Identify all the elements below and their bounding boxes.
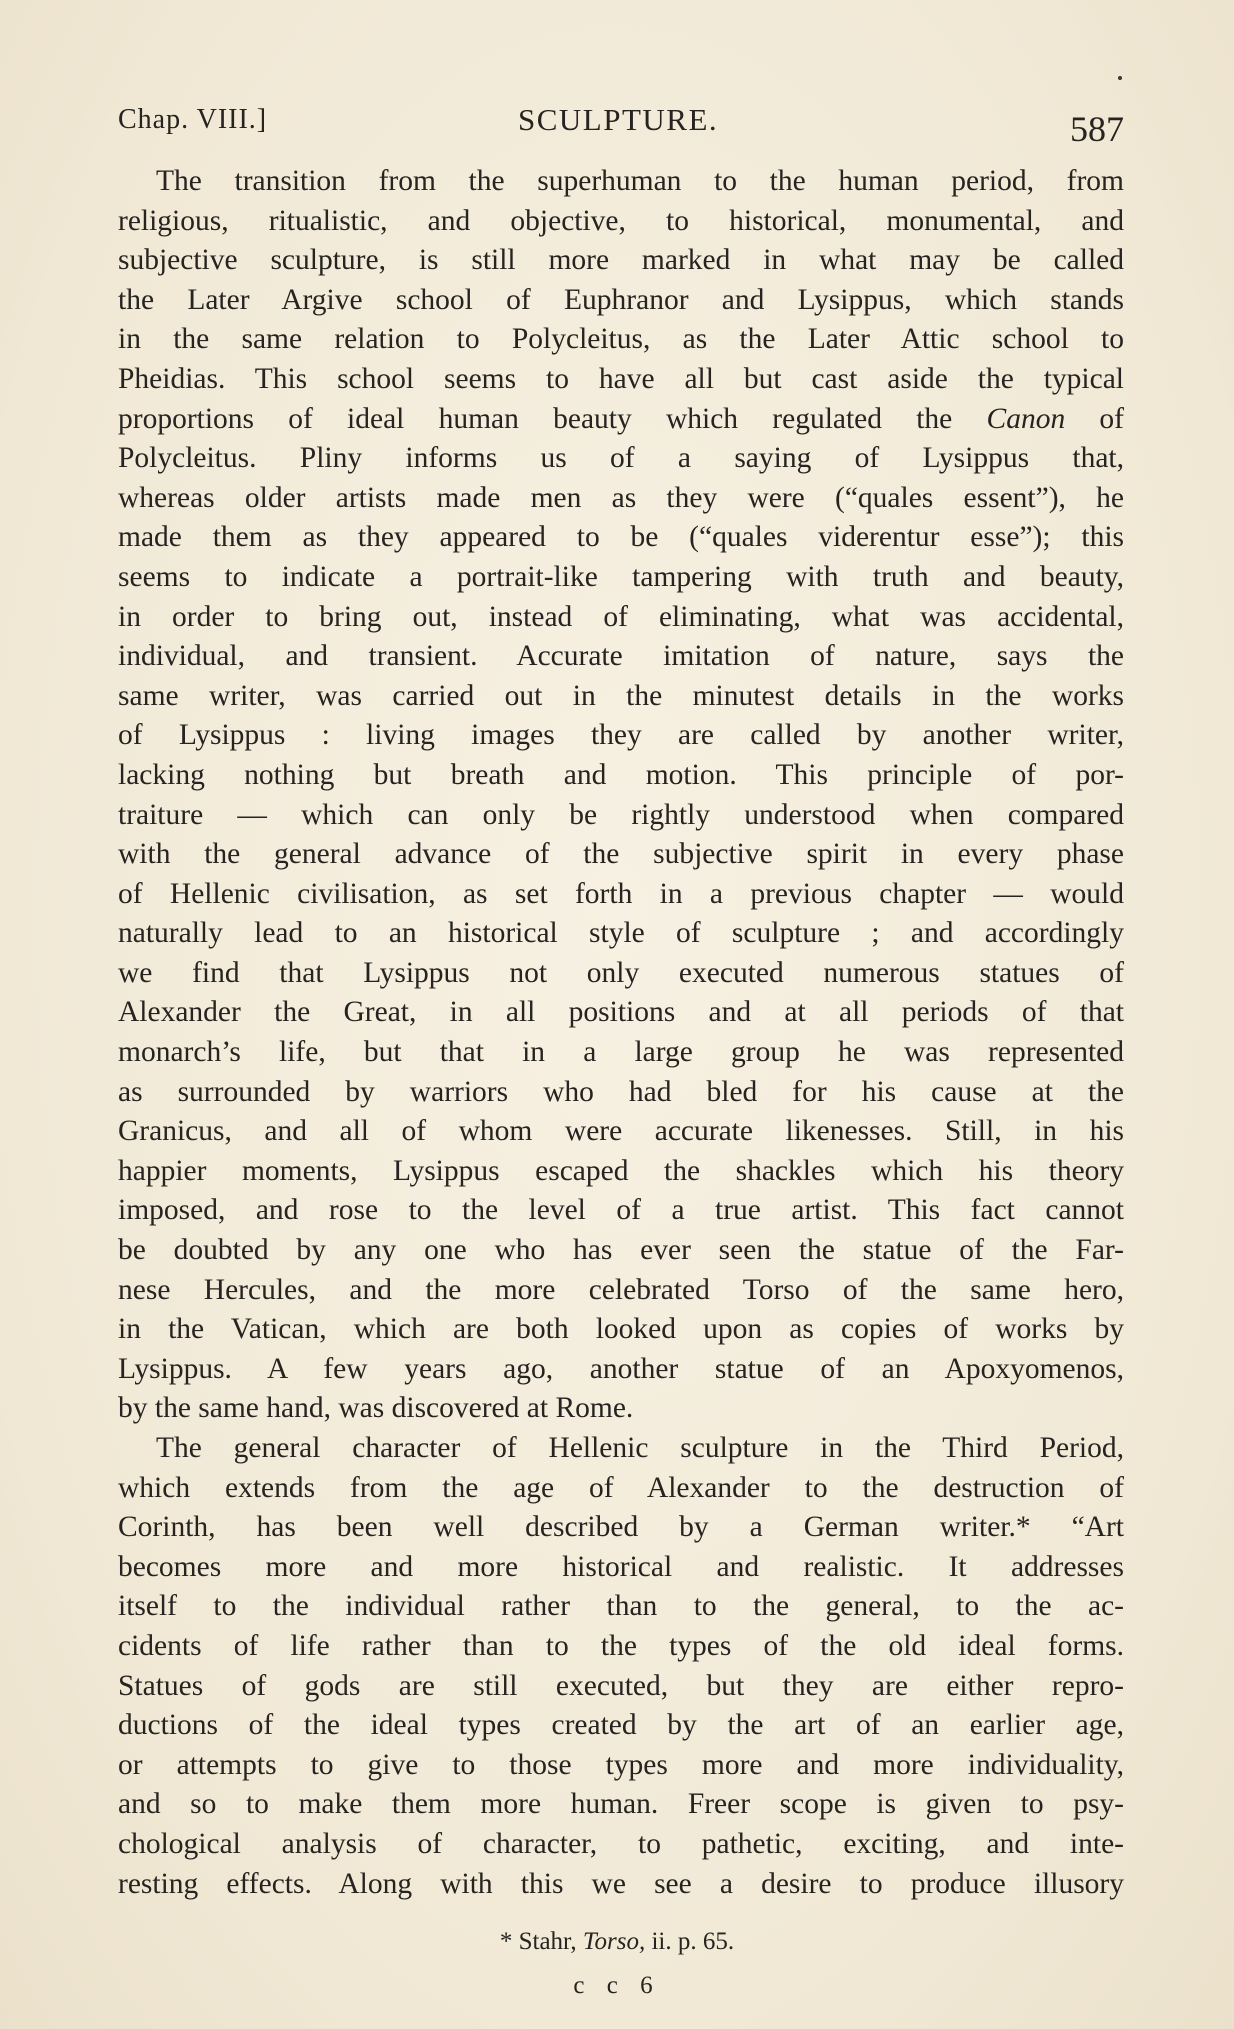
text-line: made them as they appeared to be (“quales viderentur esse”); this xyxy=(118,521,1124,554)
page-number: 587 xyxy=(1070,109,1124,149)
text-line: in order to bring out, instead of eliminating, what was accidental, xyxy=(118,600,1124,633)
footnote xyxy=(0,1928,1234,1956)
text-line: Granicus, and all of whom were accurate likenesses. Still, in his xyxy=(118,1115,1124,1148)
text-line: Polycleitus. Pliny informs us of a saying of Lysippus that, xyxy=(118,442,1124,475)
text-line: itself to the individual rather than to the general, to the ac- xyxy=(118,1590,1124,1623)
text-line: Pheidias. This school seems to have all but cast aside the typical xyxy=(118,362,1124,395)
text-line: imposed, and rose to the level of a true artist. This fact cannot xyxy=(118,1194,1124,1227)
body-text xyxy=(118,162,1124,1904)
text-line: be doubted by any one who has ever seen the statue of the Far- xyxy=(118,1234,1124,1267)
text-line: cidents of life rather than to the types of the old ideal forms. xyxy=(118,1629,1124,1662)
text-line: chological analysis of character, to pathetic, exciting, and inte- xyxy=(118,1827,1124,1860)
text-line: Statues of gods are still executed, but they are either repro- xyxy=(118,1669,1124,1702)
text-line: religious, ritualistic, and objective, to historical, monumental, and xyxy=(118,204,1124,237)
text-line: of Lysippus : living images they are called by another writer, xyxy=(118,719,1124,752)
text-line: we find that Lysippus not only executed numerous statues of xyxy=(118,956,1124,989)
text-line: subjective sculpture, is still more marked in what may be called xyxy=(118,244,1124,277)
text-line: Alexander the Great, in all positions and at all periods of that xyxy=(118,996,1124,1029)
text-line: as surrounded by warriors who had bled for his cause at the xyxy=(118,1075,1124,1108)
running-header xyxy=(118,98,1124,149)
text-line: individual, and transient. Accurate imitation of nature, says the xyxy=(118,640,1124,673)
text-line: Lysippus. A few years ago, another statue of an Apoxyomenos, xyxy=(118,1352,1124,1385)
text-line: naturally lead to an historical style of sculpture ; and accordingly xyxy=(118,917,1124,950)
text-line: in the same relation to Polycleitus, as the Later Attic school to xyxy=(118,323,1124,356)
running-title: SCULPTURE. xyxy=(518,102,719,137)
text-line: with the general advance of the subjective spirit in every phase xyxy=(118,838,1124,871)
text-line: lacking nothing but breath and motion. This principle of por- xyxy=(118,758,1124,791)
footnote-marker: * xyxy=(499,1928,513,1955)
text-line: whereas older artists made men as they were (“quales essent”), he xyxy=(118,481,1124,514)
text-line: of Hellenic civilisation, as set forth in a previous chapter — would xyxy=(118,877,1124,910)
printer-signature-mark: c c 6 xyxy=(573,1972,661,1999)
text-line: seems to indicate a portrait-like tampering with truth and beauty, xyxy=(118,560,1124,593)
text-line: and so to make them more human. Freer scope is given to psy- xyxy=(118,1788,1124,1821)
text-line: traiture — which can only be rightly understood when compared xyxy=(118,798,1124,831)
text-line: same writer, was carried out in the minutest details in the works xyxy=(118,679,1124,712)
text-line: the Later Argive school of Euphranor and Lysippus, which stands xyxy=(118,283,1124,316)
text-line: becomes more and more historical and realistic. It addresses xyxy=(118,1550,1124,1583)
text-line: The transition from the superhuman to the human period, from xyxy=(156,165,1124,197)
text-line: by the same hand, was discovered at Rome. xyxy=(118,1392,634,1425)
text-line: resting effects. Along with this we see a desire to produce illusory xyxy=(118,1867,1124,1900)
footnote-work: Torso, xyxy=(582,1928,646,1955)
text-line: or attempts to give to those types more and more individuality, xyxy=(118,1748,1124,1781)
text-line: in the Vatican, which are both looked upon as copies of works by xyxy=(118,1313,1124,1346)
text-line: Corinth, has been well described by a German writer.* “Art xyxy=(118,1511,1124,1544)
footnote-reference: ii. p. 65. xyxy=(651,1928,735,1955)
footnote-author: Stahr, xyxy=(518,1928,577,1955)
text-line: The general character of Hellenic sculpture in the Third Period, xyxy=(156,1432,1124,1464)
text-line: proportions of ideal human beauty which regulated the Canon of xyxy=(118,402,1124,435)
text-line: happier moments, Lysippus escaped the shackles which his theory xyxy=(118,1154,1124,1187)
chapter-label: Chap. VIII.] xyxy=(118,104,268,135)
italic-term: Canon xyxy=(986,402,1066,435)
text-line: monarch’s life, but that in a large group he was represented xyxy=(118,1036,1124,1069)
text-line: ductions of the ideal types created by the art of an earlier age, xyxy=(118,1709,1124,1742)
text-line: which extends from the age of Alexander to the destruction of xyxy=(118,1471,1124,1504)
text-line: nese Hercules, and the more celebrated Torso of the same hero, xyxy=(118,1273,1124,1306)
ink-speck xyxy=(1118,76,1122,80)
